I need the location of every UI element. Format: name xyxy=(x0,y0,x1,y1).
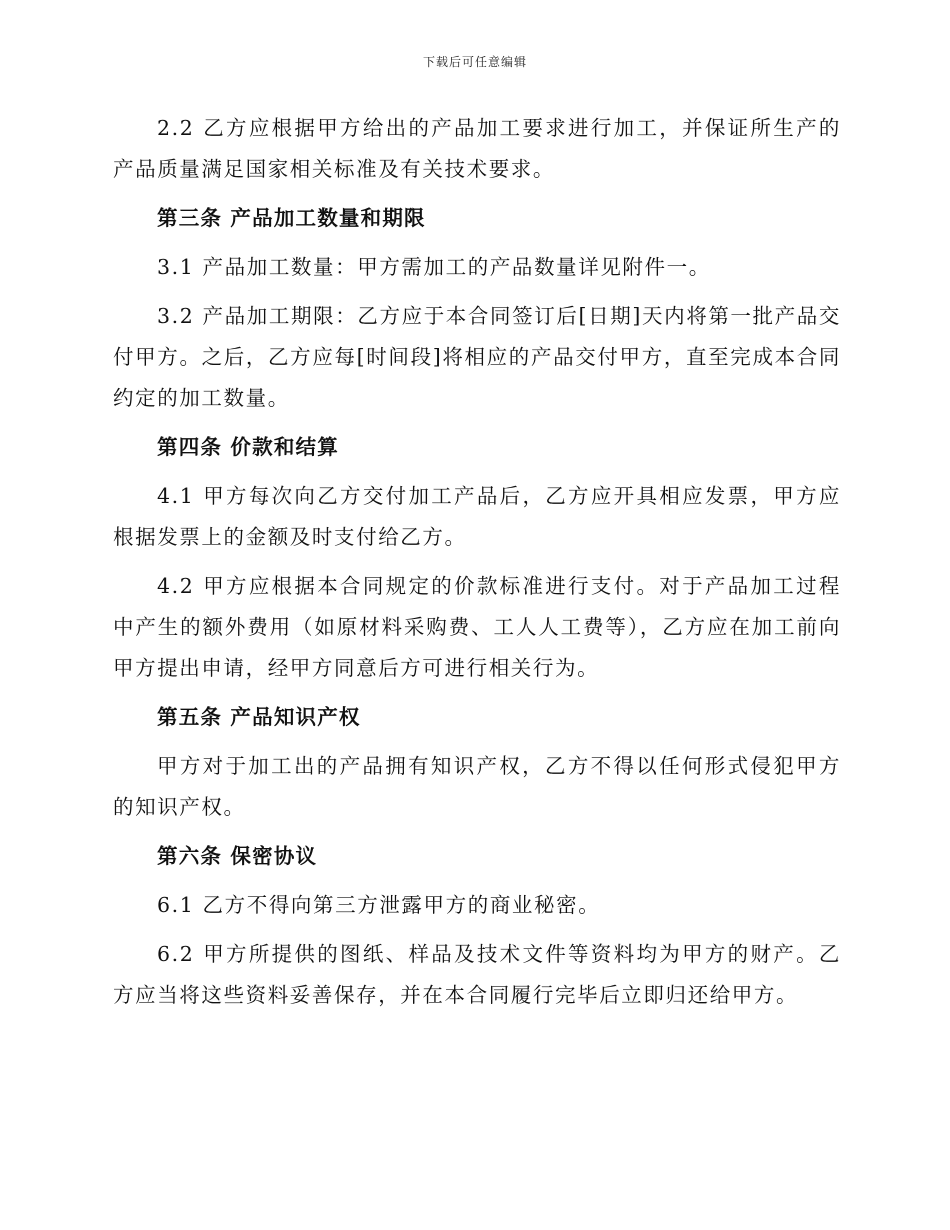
clause-4-1: 4.1 甲方每次向乙方交付加工产品后，乙方应开具相应发票，甲方应根据发票上的金额及时支付给乙方。 xyxy=(113,484,841,549)
article-4-heading: 第四条 价款和结算 xyxy=(157,435,339,459)
page-header: 下载后可任意编辑 xyxy=(422,55,527,69)
article-5-text: 甲方对于加工出的产品拥有知识产权，乙方不得以任何形式侵犯甲方的知识产权。 xyxy=(113,754,841,819)
clause-3-1: 3.1 产品加工数量：甲方需加工的产品数量详见附件一。 xyxy=(157,255,711,279)
article-6-heading: 第六条 保密协议 xyxy=(157,844,318,868)
article-5-heading: 第五条 产品知识产权 xyxy=(157,705,361,729)
clause-2-2: 2.2 乙方应根据甲方给出的产品加工要求进行加工，并保证所生产的产品质量满足国家相关标准及有关技术要求。 xyxy=(113,116,841,181)
clause-4-2: 4.2 甲方应根据本合同规定的价款标准进行支付。对于产品加工过程中产生的额外费用（如原材料采购费、工人人工费等），乙方应在加工前向甲方提出申请，经甲方同意后方可进行相关行为。 xyxy=(113,574,841,680)
clause-6-2: 6.2 甲方所提供的图纸、样品及技术文件等资料均为甲方的财产。乙方应当将这些资料妥善保存，并在本合同履行完毕后立即归还给甲方。 xyxy=(113,942,841,1007)
clause-3-2: 3.2 产品加工期限：乙方应于本合同签订后[日期]天内将第一批产品交付甲方。之后，乙方应每[时间段]将相应的产品交付甲方，直至完成本合同约定的加工数量。 xyxy=(113,304,841,410)
article-3-heading: 第三条 产品加工数量和期限 xyxy=(157,206,426,230)
document-body xyxy=(113,108,841,1024)
clause-6-1: 6.1 乙方不得向第三方泄露甲方的商业秘密。 xyxy=(157,893,601,917)
